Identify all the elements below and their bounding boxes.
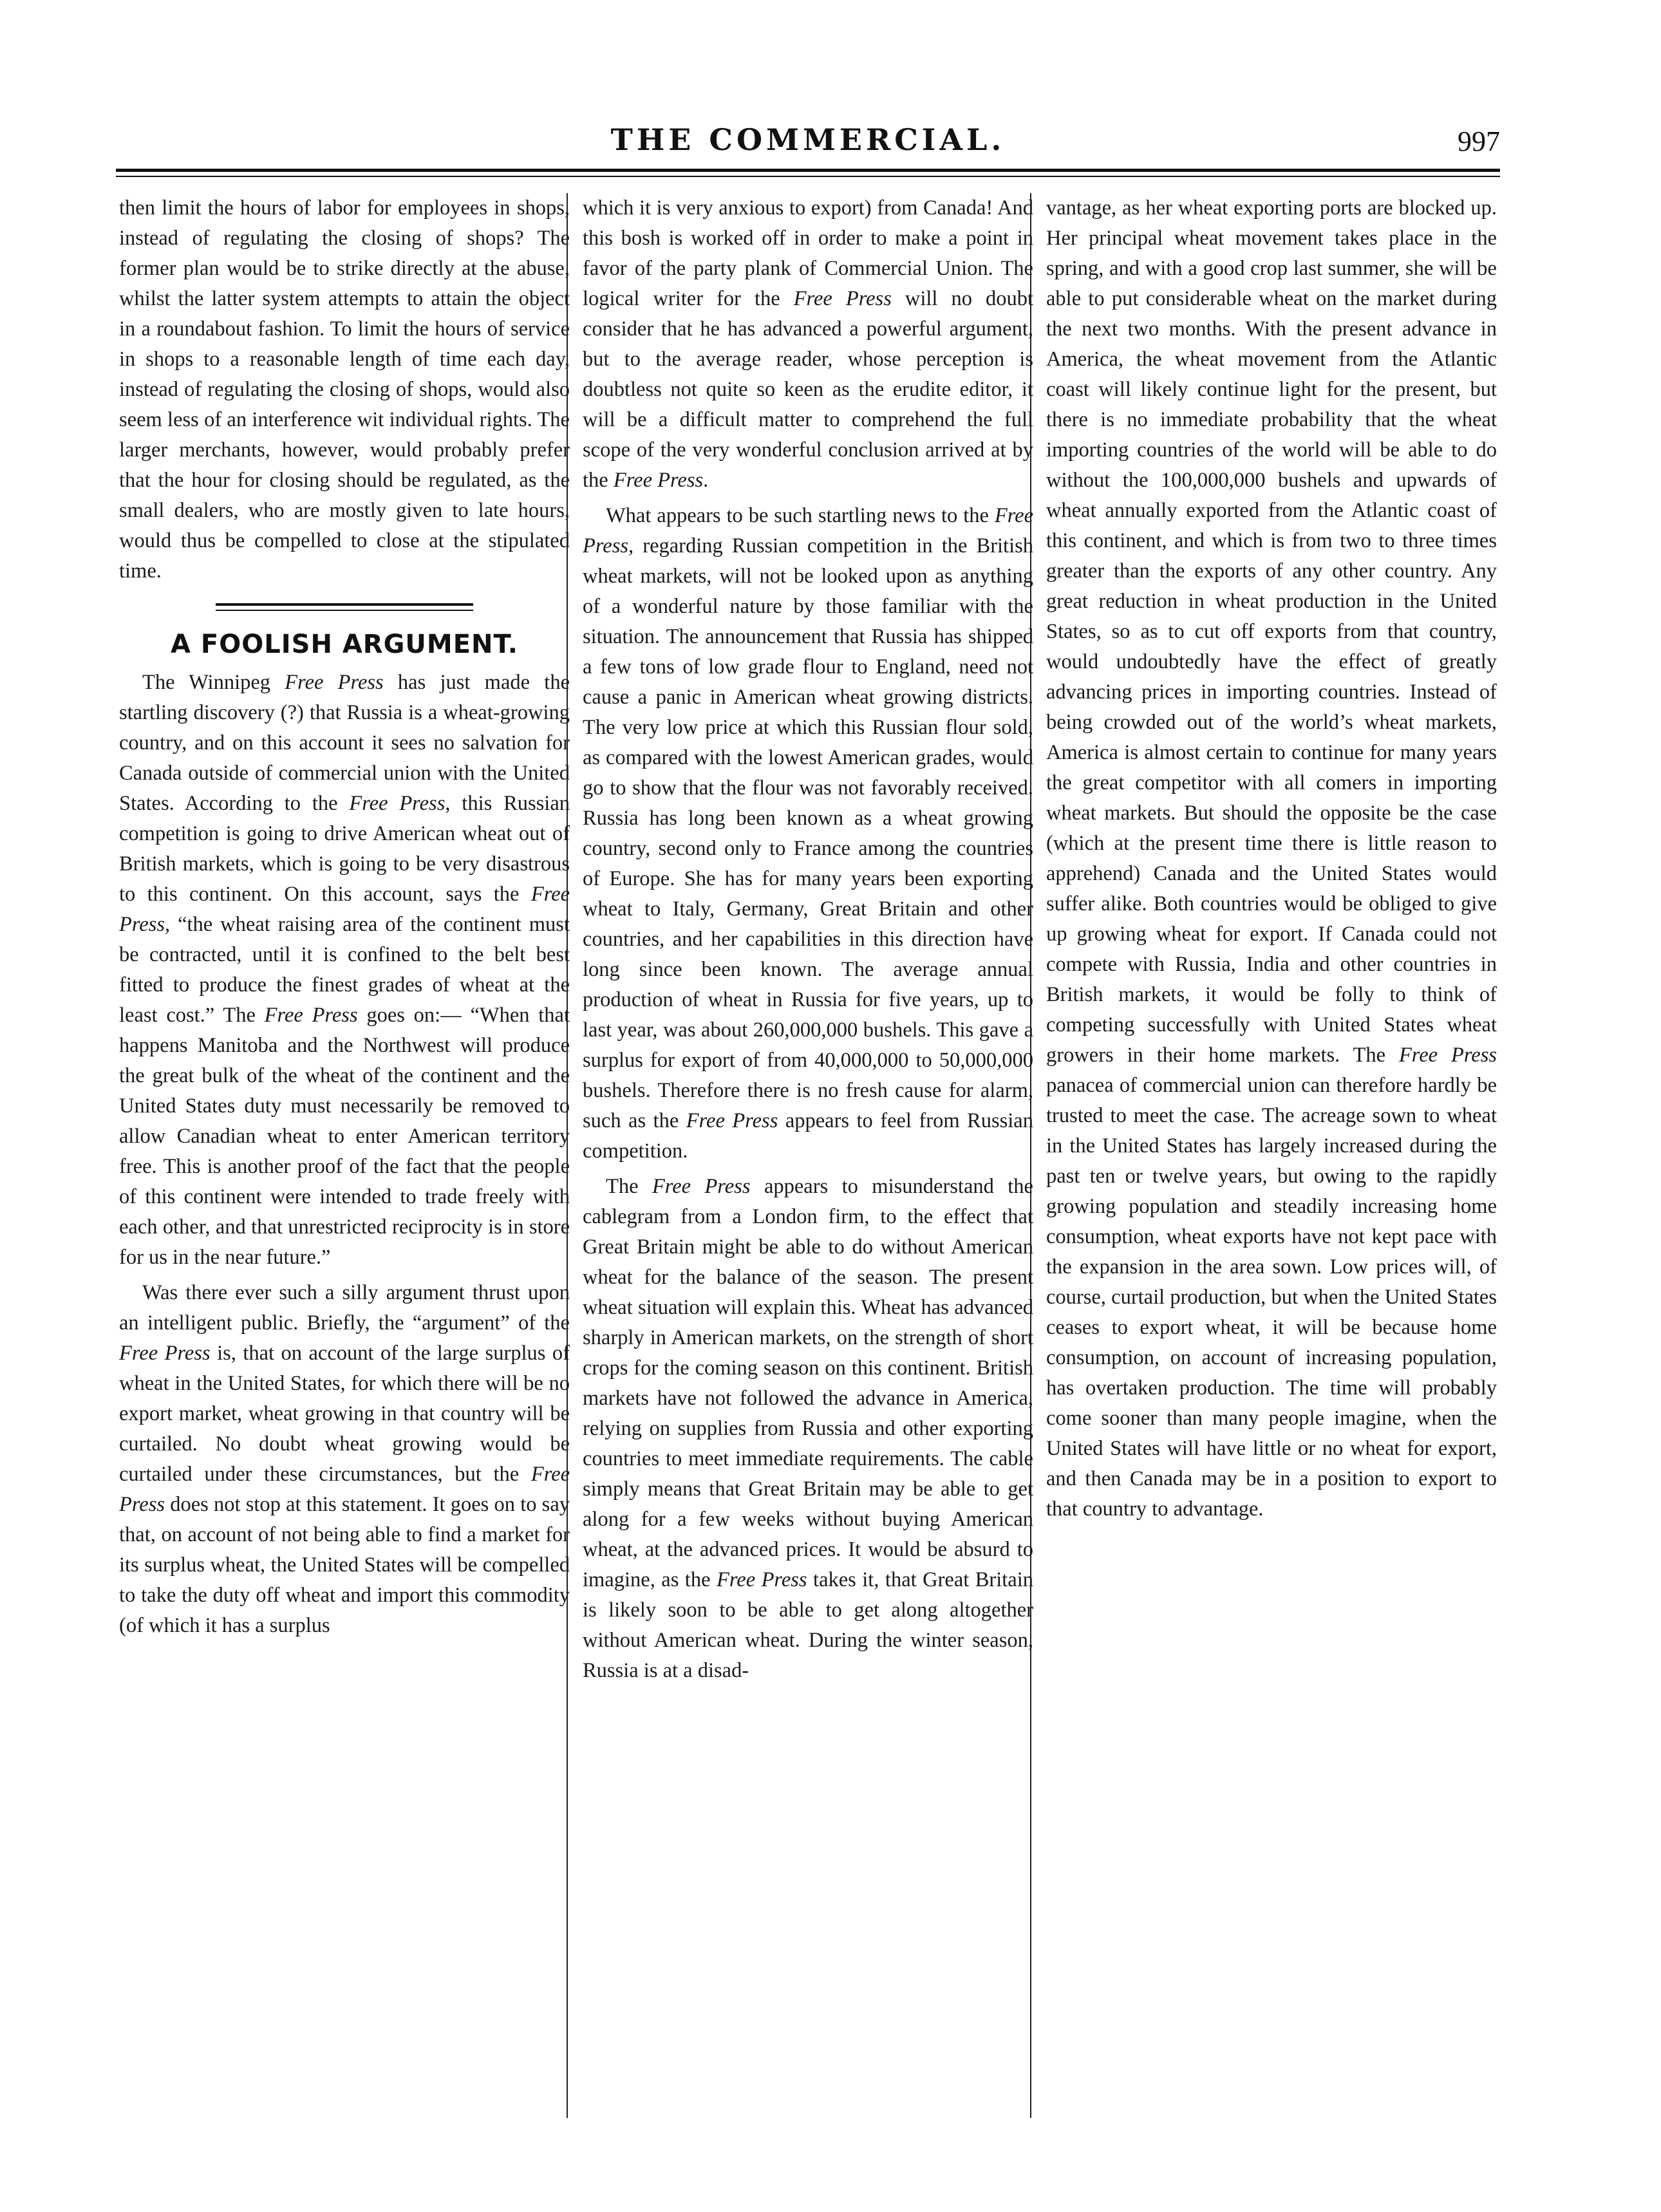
article-heading: A FOOLISH ARGUMENT. bbox=[171, 630, 518, 659]
newspaper-name: Free Press bbox=[716, 1568, 807, 1591]
column-2 bbox=[583, 193, 1033, 2124]
newspaper-name: Free Press bbox=[652, 1175, 751, 1198]
paragraph: The Winnipeg Free Press has just made the startling discovery (?) that Russia is a wheat-growing country, and on this account it sees no salvation for Canada outside of commercial union with the United States. According to the Free Press, this Russian competition is going to drive American wheat out of British markets, which is going to be very disastrous to this continent. On this account, says the Free Press, “the wheat raising area of the continent must be contracted, until it is confined to the belt best fitted to produce the finest grades of wheat at the least cost.” The Free Press goes on:— “When that happens Manitoba and the Northwest will produce the great bulk of the wheat of the continent and the United States duty must necessarily be removed to allow Canadian wheat to enter American territory free. This is another proof of the fact that the people of this continent were intended to trade freely with each other, and that unrestricted reciprocity is in store for us in the near future.” bbox=[119, 671, 570, 1269]
newspaper-name: Free Press bbox=[793, 287, 892, 310]
newspaper-name: Free Press bbox=[264, 1004, 358, 1027]
newspaper-name: Free Press bbox=[686, 1109, 778, 1132]
column-1 bbox=[119, 193, 570, 2124]
paragraph: vantage, as her wheat exporting ports are blocked up. Her principal wheat movement takes place in the spring, and with a good crop last summer, she will be able to put considerable wheat on the market during the next two months. With the present advance in America, the wheat movement from the Atlantic coast will likely continue light for the present, but there is no immediate probability that the wheat importing countries of the world will be able to do without the 100,000,000 bushels and upwards of wheat annually exported from the Atlantic coast of this continent, and which is from two to three times greater than the exports of any other country. Any great reduction in wheat production in the United States, so as to cut off exports from that country, would undoubtedly have the effect of greatly advancing prices in importing countries. Instead of being crowded out of the world’s wheat markets, America is almost certain to continue for many years the great competitor with all comers in importing wheat markets. But should the opposite be the case (which at the present time there is little reason to apprehend) Canada and the United States would suffer alike. Both countries would be obliged to give up growing wheat for export. If Canada could not compete with Russia, India and other countries in British markets, it would be folly to think of competing successfully with United States wheat growers in their home markets. The Free Press panacea of commercial union can therefore hardly be trusted to meet the case. The acreage sown to wheat in the United States has largely increased during the past ten or twelve years, but owing to the rapidly growing population and steadily increasing home consumption, wheat exports have not kept pace with the expansion in the area sown. Low prices will, of course, curtail production, but when the United States ceases to export wheat, it will be because home consumption, on account of increasing population, has overtaken production. The time will probably come sooner than many people imagine, when the United States will have little or no wheat for export, and then Canada may be in a position to export to that country to advantage. bbox=[1046, 196, 1497, 1521]
paragraph: What appears to be such startling news to the Free Press, regarding Russian competition in the British wheat markets, will not be looked upon as anything of a wonderful nature by those familiar with the situation. The announcement that Russia has shipped a few tons of low grade flour to England, need not cause a panic in American wheat growing districts. The very low price at which this Russian flour sold, as compared with the lowest American grades, would go to show that the flour was not favorably received. Russia has long been known as a wheat growing country, second only to France among the countries of Europe. She has for many years been exporting wheat to Italy, Germany, Great Britain and other countries, and her capabilities in this direction have long since been known. The average annual production of wheat in Russia for five years, up to last year, was about 260,000,000 bushels. This gave a surplus for export of from 40,000,000 to 50,000,000 bushels. Therefore there is no fresh cause for alarm, such as the Free Press appears to feel from Russian competition. bbox=[583, 504, 1033, 1163]
paragraph: Was there ever such a silly argument thrust upon an intelligent public. Briefly, the “argument” of the Free Press is, that on account of the large surplus of wheat in the United States, for which there will be no export market, wheat growing in that country will be curtailed. No doubt wheat growing would be curtailed under these circumstances, but the Free Press does not stop at this statement. It goes on to say that, on account of not being able to find a market for its surplus wheat, the United States will be compelled to take the duty off wheat and import this commodity (of which it has a surplus bbox=[119, 1281, 570, 1637]
masthead-title: THE COMMERCIAL. bbox=[610, 122, 1006, 157]
paragraph: The Free Press appears to misunderstand the cablegram from a London firm, to the effect that Great Britain might be able to do without American wheat for the balance of the season. The present wheat situation will explain this. Wheat has advanced sharply in American markets, on the strength of short crops for the coming season on this continent. British markets have not followed the advance in America, relying on supplies from Russia and other exporting countries to meet immediate requirements. The cable simply means that Great Britain may be able to get along for a few weeks without buying American wheat, at the advanced prices. It would be absurd to imagine, as the Free Press takes it, that Great Britain is likely soon to be able to get along altogether without American wheat. During the winter season, Russia is at a disad- bbox=[583, 1175, 1033, 1682]
section-divider-thick bbox=[216, 603, 473, 606]
page-header bbox=[116, 122, 1500, 161]
header-rule-thin bbox=[116, 176, 1500, 177]
page-number: 997 bbox=[1458, 126, 1500, 157]
newspaper-name: Free Press bbox=[613, 469, 704, 492]
newspaper-name: Free Press bbox=[119, 1463, 570, 1516]
header-rule-thick bbox=[116, 169, 1500, 172]
newspaper-name: Free Press bbox=[583, 504, 1033, 558]
newspaper-name: Free Press bbox=[285, 671, 384, 694]
paragraph: then limit the hours of labor for employees in shops, instead of regulating the closing of shops? The former plan would be to strike directly at the abuse, whilst the latter system attempts to attain the object in a roundabout fashion. To limit the hours of service in shops to a reasonable length of time each day, instead of regulating the closing of shops, would also seem less of an interference wit individual rights. The larger merchants, however, would probably prefer that the hour for closing should be regulated, as the small dealers, who are mostly given to late hours, would thus be compelled to close at the stipulated time. bbox=[119, 196, 570, 583]
newspaper-name: Free Press bbox=[119, 1342, 211, 1365]
newspaper-name: Free Press bbox=[349, 792, 446, 815]
section-divider-thin bbox=[216, 610, 473, 611]
newspaper-name: Free Press bbox=[119, 883, 570, 936]
newspaper-name: Free Press bbox=[1398, 1044, 1497, 1067]
paragraph: which it is very anxious to export) from Canada! And this bosh is worked off in order to make a point in favor of the party plank of Commercial Union. The logical writer for the Free Press will no doubt consider that he has advanced a powerful argument, but to the average reader, whose perception is doubtless not quite so keen as the erudite editor, it will be a difficult matter to comprehend the full scope of the very wonderful conclusion arrived at by the Free Press. bbox=[583, 196, 1033, 492]
column-3 bbox=[1046, 193, 1497, 2124]
